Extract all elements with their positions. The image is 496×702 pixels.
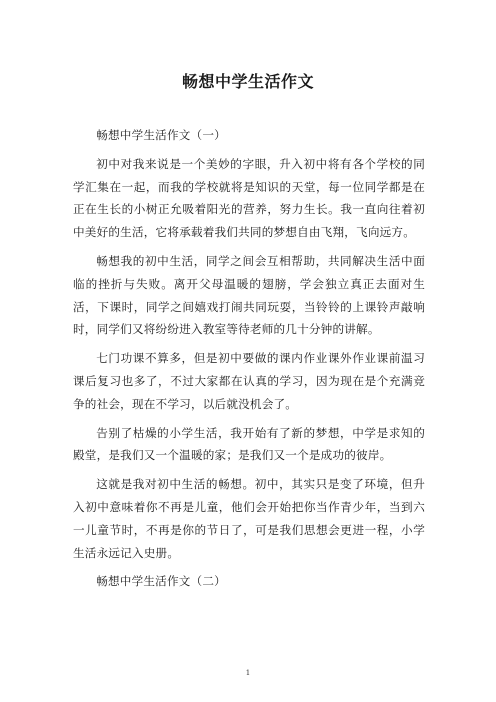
body-paragraph-5: 这就是我对初中生活的畅想。初中，其实只是变了环境，但升入初中意味着你不再是儿童，他们会开始把你当作青少年，当到六一儿童节时，不再是你的节日了，可是我们思想会更进一程，小学生活永远记入史册。 [73, 477, 425, 560]
document-body [73, 124, 425, 599]
document-title: 畅想中学生活作文 [181, 72, 314, 91]
body-paragraph-3: 七门功课不算多，但是初中要做的课内作业课外作业课前温习课后复习也多了，不过大家都在认真的学习，因为现在是个充满竞争的社会，现在不学习，以后就没机会了。 [73, 351, 425, 411]
body-paragraph-2: 畅想我的初中生活，同学之间会互相帮助，共同解决生活中面临的挫折与失败。离开父母温暖的翅膀，学会独立真正去面对生活，下课时，同学之间嬉戏打闹共同玩耍，当铃铃的上课铃声敲响时，同学们又将纷纷进入教室等待老师的几十分钟的讲解。 [73, 253, 425, 337]
section-heading-1: 畅想中学生活作文（一） [96, 128, 226, 142]
page-number: 1 [245, 669, 251, 677]
body-paragraph-4: 告别了枯燥的小学生活，我开始有了新的梦想，中学是求知的殿堂，是我们又一个温暖的家；是我们又一个是成功的彼岸。 [73, 425, 425, 463]
section-heading-2: 畅想中学生活作文（二） [96, 574, 226, 589]
body-paragraph-1: 初中对我来说是一个美妙的字眼，升入初中将有各个学校的同学汇集在一起，而我的学校就将是知识的天堂，每一位同学都是在正在生长的小树正允吸着阳光的营养，努力生长。我一直向往着初中美好的生活，它将承载着我们共同的梦想自由飞翔，飞向远方。 [73, 156, 425, 240]
